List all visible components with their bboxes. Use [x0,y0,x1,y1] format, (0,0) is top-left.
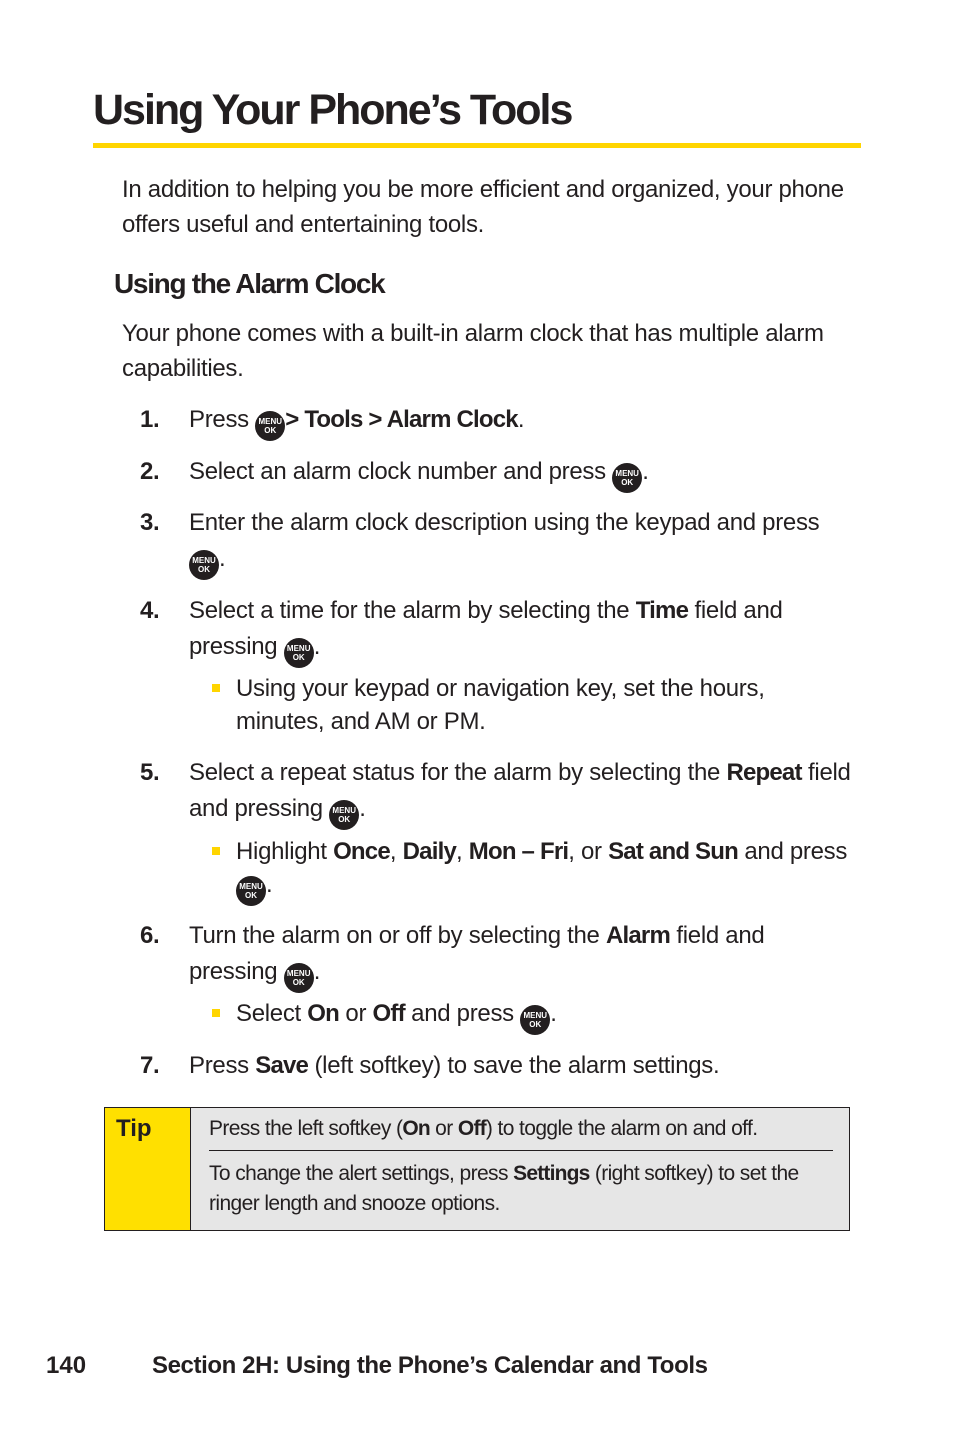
option-off: Off [372,1000,405,1027]
menu-ok-key-icon: MENU OK [284,638,314,668]
step-number: 6. [140,922,160,949]
step-text: Turn the alarm on or off by selecting the [189,922,600,949]
menu-ok-key-icon: MENU OK [284,963,314,993]
softkey-name: Save [255,1052,309,1079]
step-3: 3. Enter the alarm clock description using the keypad and press MENU OK . [140,505,852,580]
step-text: Press [189,406,249,433]
menu-ok-key-icon: MENU OK [520,1005,550,1035]
section-heading: Using the Alarm Clock [114,268,385,299]
option-once: Once [333,838,390,865]
step-number: 3. [140,509,160,536]
field-name: Time [635,597,689,624]
step-5: 5. Select a repeat status for the alarm by selecting the Repeat field and pressing MENU OK . [140,755,852,830]
step-number: 5. [140,759,160,786]
option-mon-fri: Mon – Fri [468,838,569,865]
step-7: 7. Press Save (left softkey) to save the alarm settings. [140,1048,852,1084]
step-text: Enter the alarm clock description using the keypad and press [189,509,820,536]
menu-path: > Tools > Alarm Clock [285,406,518,433]
menu-ok-key-icon: MENU OK [329,800,359,830]
tip-line-2: To change the alert settings, press Settings (right softkey) to set the ringer length and snooze options. [209,1162,799,1215]
step-6: 6. Turn the alarm on or off by selecting the Alarm field and pressing MENU OK . [140,918,852,993]
field-name: Alarm [605,922,671,949]
tip-label: Tip [116,1115,152,1142]
option-daily: Daily [402,838,457,865]
option-sat-sun: Sat and Sun [608,838,738,865]
step-text: Select a time for the alarm by selecting the [189,597,630,624]
title-rule [93,143,861,148]
menu-ok-key-icon: MENU OK [612,463,642,493]
option-on: On [307,1000,340,1027]
step-5-bullet: Highlight Once, Daily, Mon – Fri, or Sat and Sun and press MENU OK . [212,835,852,906]
step-1: 1. Press MENU OK > Tools > Alarm Clock. [140,402,852,441]
page-title: Using Your Phone’s Tools [93,86,572,134]
menu-ok-key-icon: MENU OK [255,411,285,441]
intro-paragraph: In addition to helping you be more efficient and organized, your phone offers useful and entertaining tools. [122,176,844,238]
step-text: Select an alarm clock number and press [189,458,606,485]
step-number: 7. [140,1052,160,1079]
step-2: 2. Select an alarm clock number and press MENU OK . [140,454,852,493]
bullet-square-icon [212,684,220,692]
step-text: Select a repeat status for the alarm by selecting the [189,759,721,786]
step-number: 2. [140,458,160,485]
tip-line-1: Press the left softkey (On or Off) to toggle the alarm on and off. [209,1117,758,1140]
step-text: Press [189,1052,249,1079]
step-6-bullet: Select On or Off and press MENU OK . [212,997,852,1035]
step-4-bullet [212,672,852,738]
tip-separator [209,1150,833,1151]
tip-box [104,1107,850,1231]
step-number: 4. [140,597,160,624]
tip-label-cell [105,1108,191,1230]
bullet-square-icon [212,847,220,855]
section-intro: Your phone comes with a built-in alarm clock that has multiple alarm capabilities. [122,320,824,382]
field-name: Repeat [726,759,802,786]
bullet-text: Using your keypad or navigation key, set the hours, minutes, and AM or PM. [236,675,765,735]
menu-ok-key-icon: MENU OK [189,550,219,580]
footer-section-title: Section 2H: Using the Phone’s Calendar and Tools [152,1352,708,1379]
menu-ok-key-icon: MENU OK [236,876,266,906]
bullet-square-icon [212,1009,220,1017]
page-number: 140 [46,1352,87,1379]
step-number: 1. [140,406,160,433]
step-4: 4. Select a time for the alarm by selecting the Time field and pressing MENU OK . [140,593,852,668]
